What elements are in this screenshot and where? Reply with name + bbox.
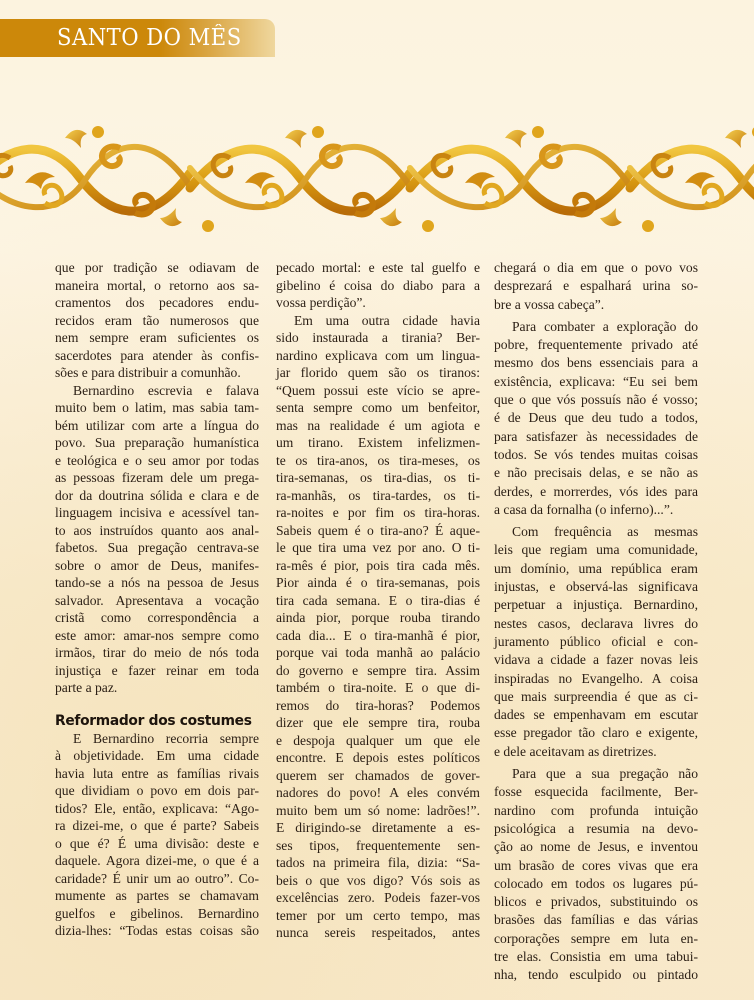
text-line: gibelino é coisa do diabo para a <box>276 277 480 293</box>
text-line: e despoja qualquer um que ele <box>276 732 480 748</box>
text-line: todos. Se vós tendes muitas coisas <box>494 446 698 462</box>
gold-scroll-ornament <box>0 118 754 240</box>
text-line: à objetividade. Em uma cidade <box>55 748 259 763</box>
text-line: nestes casos, declarava livres do <box>494 615 698 631</box>
text-line: cada dia... E o tira-manhã é pior, <box>276 627 480 643</box>
text-line: também o tira-noite. E o que di- <box>276 680 480 695</box>
section-banner <box>0 19 275 57</box>
text-line: nunca sereis respeitados, antes <box>276 925 480 940</box>
text-line: cristã como correspondência a <box>55 610 259 625</box>
text-line: do governo e sempre tira. Assim <box>276 662 480 678</box>
paragraph <box>55 382 259 697</box>
text-line: colocado em todos os lugares pú- <box>494 875 698 891</box>
paragraph <box>55 259 259 382</box>
text-line: brasões das famílias e das várias <box>494 912 698 928</box>
text-line: chegará o dia em que o povo vos <box>494 260 698 275</box>
text-line: Sabeis quem é o tira-ano? É aque- <box>276 522 480 538</box>
text-line: para satisfazer às necessidades de <box>494 428 698 444</box>
text-line: tre elas. Consistia em uma tabui- <box>494 948 698 964</box>
text-line: E Bernardino recorria sempre <box>73 730 259 746</box>
text-line: este amor: amar-nos sempre como <box>55 627 259 643</box>
text-line: vidava a cidade a fazer novas leis <box>494 652 698 668</box>
text-line: um tirano. Existem infelizmen- <box>276 435 480 450</box>
paragraph <box>276 312 480 942</box>
paragraph <box>494 765 698 985</box>
text-line: to aos instruídos quanto aos anal- <box>55 522 259 538</box>
text-line: sacerdotes para atender às confis- <box>55 347 259 363</box>
text-line: nardino com profunda intuição <box>494 802 698 818</box>
text-line: mesmo dos bens essenciais para a <box>494 355 698 371</box>
text-line: que mais surpreendia é que as ci- <box>494 688 698 704</box>
text-line: recidos eram tão numerosos que <box>55 312 259 328</box>
text-line: ção ao nome de Jesus, e inventou <box>494 839 698 855</box>
text-line: que por tradição se odiavam de <box>55 260 259 275</box>
text-line: senta sempre como um benfeitor, <box>276 400 480 415</box>
text-line: psicológica a resumia na devo- <box>494 820 698 836</box>
text-line: encontre. E depois estes políticos <box>276 750 480 765</box>
section-title: SANTO DO MÊS <box>57 25 242 51</box>
text-line: irmãos, tirar do meio de nós toda <box>55 645 259 660</box>
text-line: dades se empenhavam em escutar <box>494 707 698 723</box>
text-line: derdes, e morrerdes, vós ides para <box>494 483 698 499</box>
text-line: o que é? É uma divisão: deste e <box>55 835 259 851</box>
text-line: salvador. Apresentava a vocação <box>55 592 259 608</box>
text-line: pecado mortal: e este tal guelfo e <box>276 260 480 275</box>
paragraph <box>276 259 480 312</box>
text-line: jar florido quem são os tiranos: <box>276 365 480 380</box>
text-line: tados na primeira fila, dizia: “Sa- <box>276 855 480 870</box>
text-line: maneira mortal, o retorno aos sa- <box>55 277 259 293</box>
text-line: sido instaurada a tirania? Ber- <box>276 330 480 345</box>
text-line: fabetos. Sua pregação centrava-se <box>55 540 259 555</box>
text-line: temer por um certo tempo, mas <box>276 907 480 923</box>
text-line: querem ser chamados de gover- <box>276 767 480 783</box>
text-line: cramentos dos pecadores endu- <box>55 295 259 310</box>
text-line: ra-mês é pior, pois tira cada mês. <box>276 557 480 573</box>
article-column-3 <box>494 259 698 989</box>
text-line: muito bem um só nome: ladrões!”. <box>276 802 480 818</box>
text-line: corporações sempre em luta en- <box>494 930 698 946</box>
text-line: ra-manhãs, os tira-tardes, os ti- <box>276 487 480 503</box>
text-line: caridade? É unir um ao outro”. Co- <box>55 870 259 886</box>
text-line: excelências zero. Podeis fazer-vos <box>276 890 480 905</box>
text-line: tira cada semana. E o tira-dias é <box>276 592 480 608</box>
article-column-1 <box>55 259 259 940</box>
text-line: ses tipos, frequentemente sen- <box>276 837 480 853</box>
paragraph <box>55 730 259 940</box>
text-line: e dele aceitavam as diretrizes. <box>494 743 657 759</box>
text-line: inspiradas no Evangelho. A coisa <box>494 670 698 686</box>
text-line: nha, tendo esculpido ou pintado <box>494 967 698 983</box>
text-line: havia luta entre as famílias rivais <box>55 765 259 781</box>
text-line: Pior ainda é o tira-semanas, pois <box>276 575 480 590</box>
text-line: um brasão de cores vivas que era <box>494 857 698 873</box>
text-line: remos do tira-horas? Podemos <box>276 697 480 713</box>
text-line: fosse esquecida facilmente, Ber- <box>494 784 698 800</box>
text-line: as pessoas fizeram dele um prega- <box>55 470 259 485</box>
text-line: existência, explicava: “Eu sei bem <box>494 373 698 389</box>
text-line: nardino explicava com um lingua- <box>276 347 480 363</box>
text-line: bre a vossa cabeça”. <box>494 296 605 312</box>
text-line: guelfos e gibelinos. Bernardino <box>55 905 259 921</box>
text-line: nadores do povo! A eles convém <box>276 785 480 800</box>
text-line: leis que regiam uma comunidade, <box>494 542 698 558</box>
text-line: linguagem incisiva e acessível tan- <box>55 505 259 520</box>
text-line: blicos e privados, substituindo os <box>494 894 698 910</box>
text-line: é de Deus que deu tudo a todos, <box>494 410 698 426</box>
text-line: juramento público oficial e con- <box>494 633 698 649</box>
text-line: sões e para distribuir a comunhão. <box>55 365 241 380</box>
paragraph <box>494 259 698 314</box>
text-line: nem sempre eram suficientes os <box>55 330 259 345</box>
text-line: que o que vós possuís não é vosso; <box>494 392 698 408</box>
text-line: Para combater a exploração do <box>512 318 698 334</box>
text-line: ra-noites e por fim os tira-horas. <box>276 505 480 520</box>
text-line: beis o que vos digo? Vós sois as <box>276 872 480 888</box>
text-line: ra dizei-me, o que é parte? Sabeis <box>55 818 259 833</box>
text-line: desprezará e espalhará urina so- <box>494 278 698 294</box>
paragraph <box>494 523 698 761</box>
text-line: le que tira uma vez por ano. O ti- <box>276 540 480 555</box>
text-line: Para que a sua pregação não <box>512 766 698 782</box>
text-line: bém utilizar com arte a língua do <box>55 417 259 433</box>
text-line: e não precisais delas, e se não as <box>494 465 698 481</box>
text-line: tira-semanas, os tira-dias, os ti- <box>276 470 480 485</box>
paragraph <box>494 318 698 519</box>
text-line: injustas, e observá-las significava <box>494 579 698 595</box>
text-line: tidos? Ele, então, explicava: “Ago- <box>55 800 259 816</box>
text-line: dizia-lhes: “Todas estas coisas são <box>55 923 259 938</box>
text-line: esse pregador tão claro e exigente, <box>494 725 698 741</box>
text-line: dor da doutrina sólida e clara e de <box>55 487 259 503</box>
article-column-2 <box>276 259 480 942</box>
text-line: um domínio, uma república eram <box>494 560 698 576</box>
text-line: E dirigindo-se diretamente a es- <box>276 820 480 835</box>
text-line: a casa da fornalha (o inferno)...”. <box>494 501 674 517</box>
text-line: tando-se a nós na pessoa de Jesus <box>55 575 259 590</box>
text-line: muito bem o latim, mas sabia tam- <box>55 400 259 415</box>
text-line: ainda pior, porque rouba tirando <box>276 610 480 625</box>
text-line: mas na realidade é um agiota e <box>276 417 480 433</box>
text-line: e teológica e o seu amor por todas <box>55 452 259 468</box>
text-line: pobre, frequentemente privado até <box>494 337 698 353</box>
text-line: mumente as partes se chamavam <box>55 888 259 903</box>
text-line: sobre o amor de Deus, manifes- <box>55 557 259 573</box>
text-line: vossa perdição”. <box>276 295 366 310</box>
text-line: povo. Sua preparação humanística <box>55 435 259 450</box>
section-heading: Reformador dos costumes <box>55 712 252 729</box>
text-line: Com frequência as mesmas <box>512 524 698 540</box>
text-line: parte a paz. <box>55 680 118 695</box>
text-line: dizer que ele sempre tira, rouba <box>276 715 480 730</box>
text-line: Em uma outra cidade havia <box>294 312 480 328</box>
text-line: injustiça e fazer reinar em toda <box>55 662 259 678</box>
text-line: te os tira-anos, os tira-meses, os <box>276 452 480 468</box>
text-line: “Quem possui este vício se apre- <box>276 382 480 398</box>
text-line: Bernardino escrevia e falava <box>73 382 259 398</box>
text-line: daquele. Agora dizei-me, o que é a <box>55 853 259 868</box>
text-line: que dividiam o povo em dois par- <box>55 783 259 798</box>
text-line: porque vai toda manhã ao palácio <box>276 645 480 660</box>
text-line: perpetuar a injustiça. Bernardino, <box>494 597 698 613</box>
